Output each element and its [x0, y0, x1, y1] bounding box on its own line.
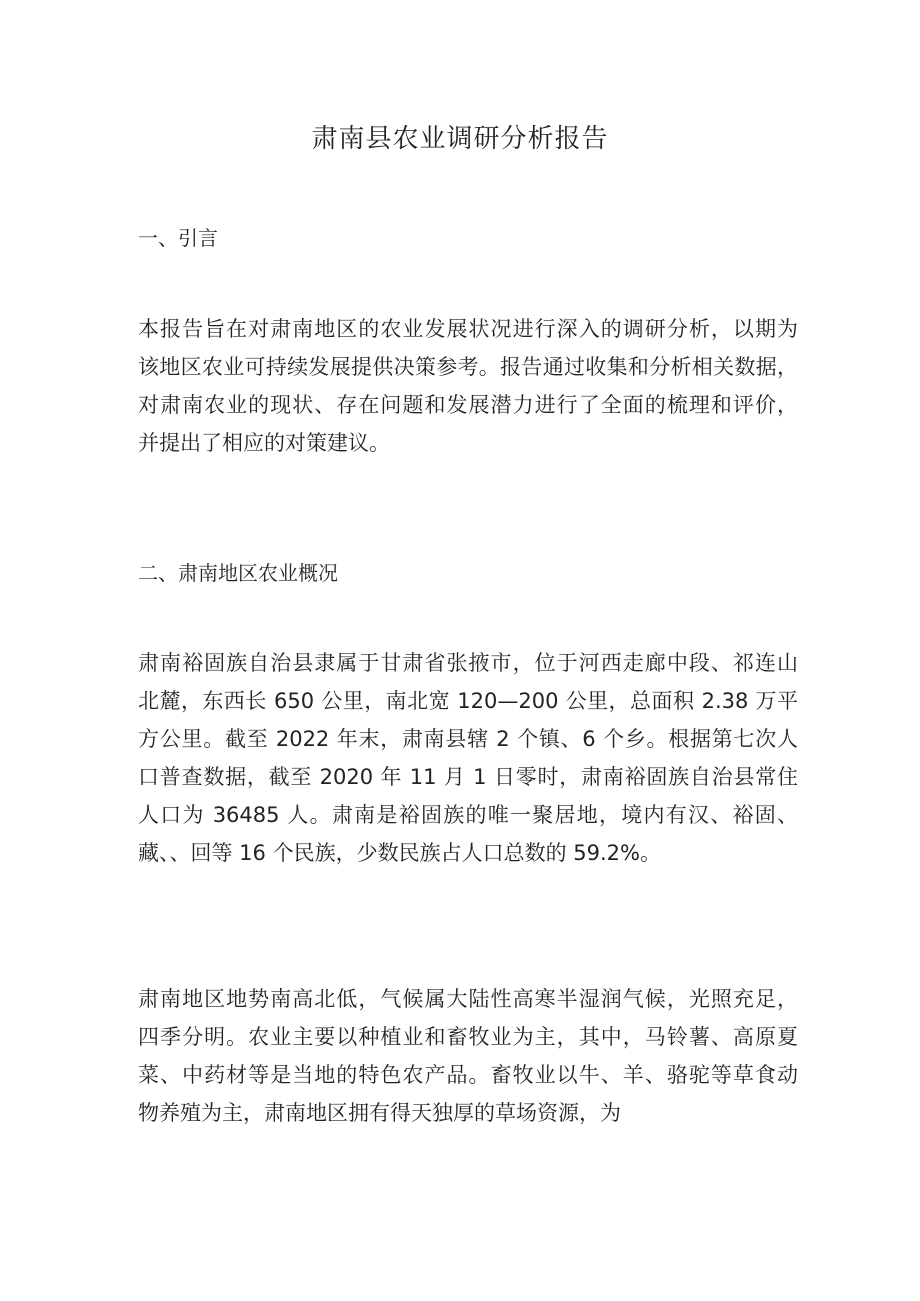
paragraph-line: 四季分明。农业主要以种植业和畜牧业为主，其中，马铃薯、高原夏 — [138, 1025, 798, 1049]
paragraph-line: 该地区农业可持续发展提供决策参考。报告通过收集和分析相关数据， — [138, 355, 798, 379]
document-title: 肃南县农业调研分析报告 — [311, 124, 609, 154]
paragraph-line: 口普查数据，截至 2020 年 11 月 1 日零时，肃南裕固族自治县常住 — [138, 765, 798, 789]
paragraph-line: 北麓，东西长 650 公里，南北宽 120—200 公里，总面积 2.38 万平 — [138, 689, 798, 713]
paragraph-line: 对肃南农业的现状、存在问题和发展潜力进行了全面的梳理和评价， — [138, 393, 798, 417]
section-heading-introduction: 一、引言 — [138, 226, 218, 250]
section-heading-overview: 二、肃南地区农业概况 — [138, 561, 338, 585]
paragraph-line: 方公里。截至 2022 年末，肃南县辖 2 个镇、6 个乡。根据第七次人 — [138, 727, 798, 751]
paragraph-overview-1 — [138, 644, 798, 872]
paragraph-line: 本报告旨在对肃南地区的农业发展状况进行深入的调研分析，以期为 — [138, 317, 798, 341]
paragraph-overview-2 — [138, 980, 798, 1132]
paragraph-line: 肃南地区地势南高北低，气候属大陆性高寒半湿润气候，光照充足， — [138, 987, 798, 1011]
paragraph-line: 并提出了相应的对策建议。 — [138, 431, 390, 455]
paragraph-line: 物养殖为主，肃南地区拥有得天独厚的草场资源，为 — [138, 1101, 621, 1125]
paragraph-introduction — [138, 310, 798, 462]
paragraph-line: 肃南裕固族自治县隶属于甘肃省张掖市，位于河西走廊中段、祁连山 — [138, 651, 798, 675]
paragraph-line: 菜、中药材等是当地的特色农产品。畜牧业以牛、羊、骆驼等草食动 — [138, 1063, 798, 1087]
paragraph-line: 人口为 36485 人。肃南是裕固族的唯一聚居地，境内有汉、裕固、 — [138, 803, 798, 827]
paragraph-line: 藏、、回等 16 个民族，少数民族占人口总数的 59.2%。 — [138, 841, 661, 865]
